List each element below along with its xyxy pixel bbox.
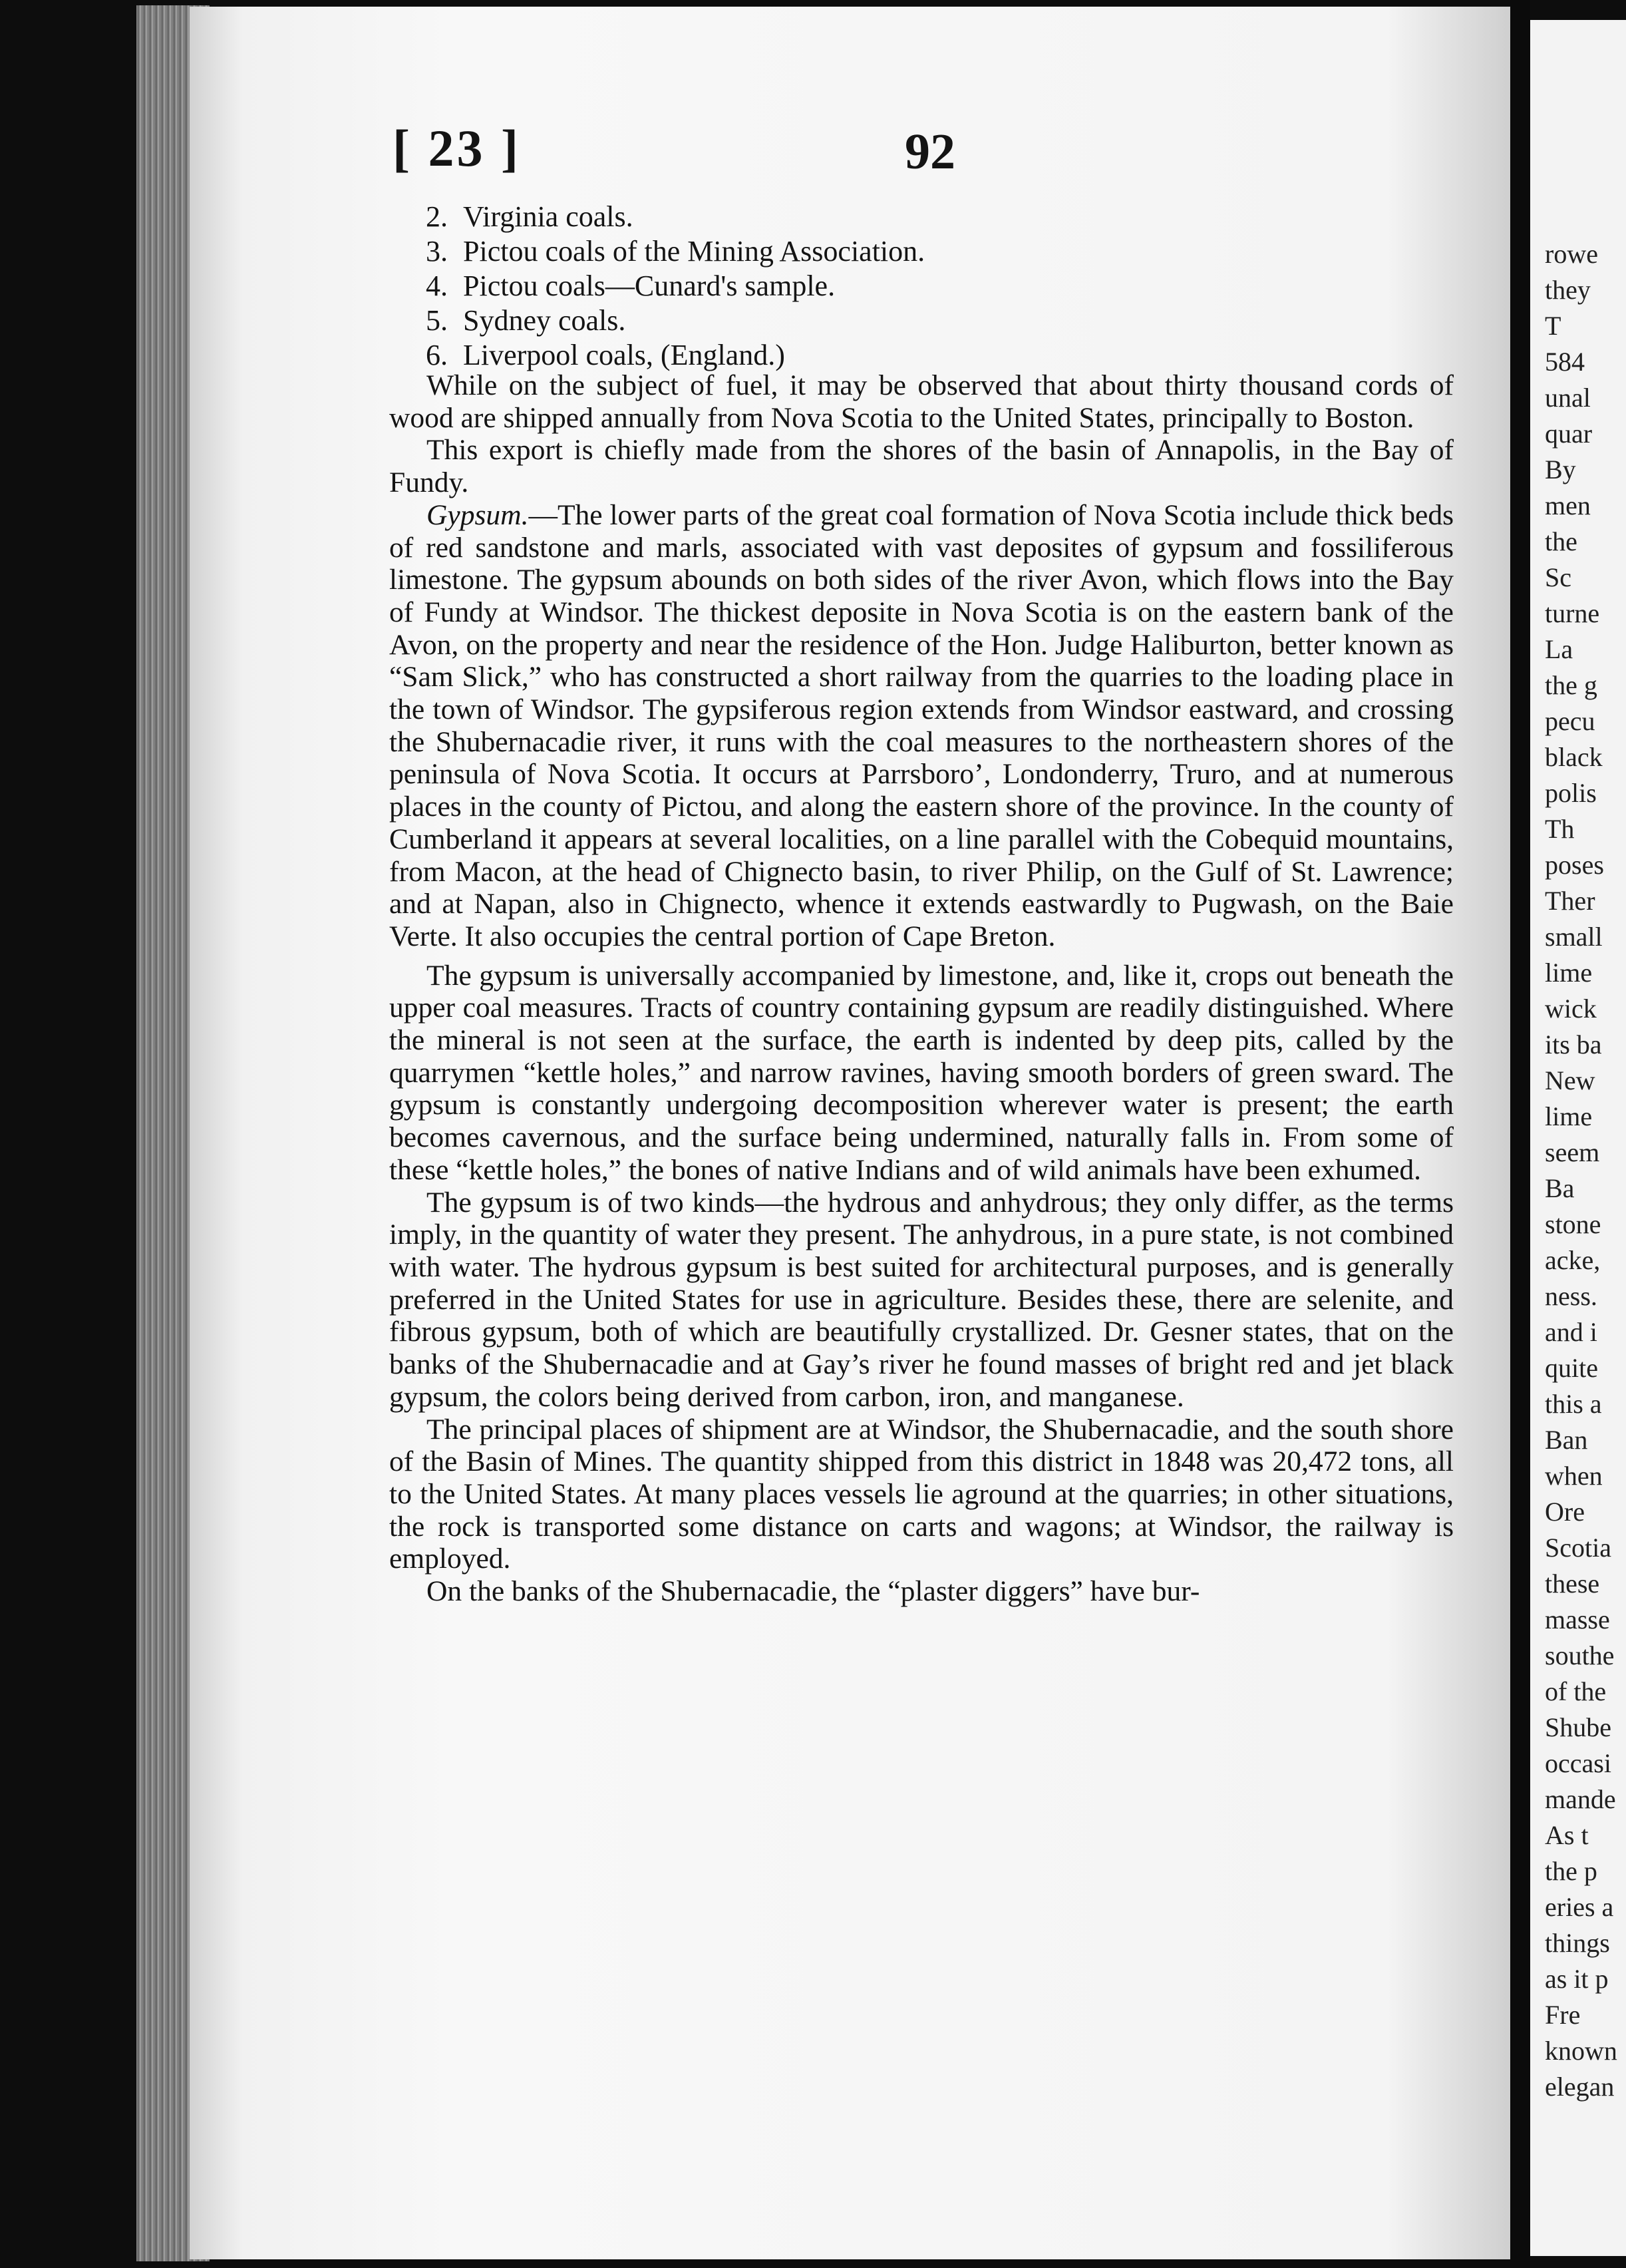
facing-page-line: things [1545,1928,1610,1958]
facing-page-line: seem [1545,1137,1600,1167]
list-item: 3. Pictou coals of the Mining Association. [426,235,925,268]
facing-page-line: elegan [1545,2072,1615,2102]
facing-page-line: masse [1545,1605,1610,1634]
facing-page-line: eries a [1545,1892,1614,1922]
facing-page-line: Ban [1545,1425,1588,1455]
paragraph-continued: On the banks of the Shubernacadie, the “plaster diggers” have bur- [426,1575,1200,1608]
facing-page-line: quar [1545,419,1593,449]
facing-page-line: lime [1545,1101,1593,1131]
facing-page-line: men [1545,490,1591,520]
facing-page-line: Th [1545,814,1575,844]
facing-page-line: known [1545,2036,1617,2066]
facing-page-line: small [1545,922,1603,952]
facing-page-line: as it p [1545,1964,1609,1994]
body-text [389,369,1454,1608]
page-number: 92 [905,124,955,180]
facing-page-line: acke, [1545,1245,1601,1275]
facing-page-line: of the [1545,1676,1607,1706]
facing-page-line: 584 [1545,347,1585,377]
facing-page-line: the g [1545,670,1597,700]
facing-page-line: they [1545,275,1591,305]
list-item: 2. Virginia coals. [426,200,633,233]
facing-page-line: By [1545,455,1576,484]
section-heading-gypsum: Gypsum. [426,498,529,531]
facing-page-line: this a [1545,1389,1602,1419]
list-item: 4. Pictou coals—Cunard's sample. [426,270,836,302]
facing-page-line: its ba [1545,1030,1602,1059]
facing-page-line: La [1545,634,1573,664]
paragraph-gypsum: Gypsum.—The lower parts of the great coal formation of Nova Scotia include thick beds of red sandstone and marls, associated with vast deposites of gypsum and fossiliferous limestone. The gypsum abounds on both sides of the river Avon, which flows into the Bay of Fundy at Windsor. The thickest deposite in Nova Scotia is on the eastern bank of the Avon, on the property and near the residence of the Hon. Judge Haliburton, better known as “Sam Slick,” who has constructed a short railway from the quarries to the loading place in the town of Windsor. The gypsiferous region extends from Windsor eastward, and crossing the Shubernacadie river, it runs with the coal measures to the northeastern shores of the peninsula of Nova Scotia. It occurs at Parrsboro’, Londonderry, Truro, and at numerous places in the county of Pictou, and along the eastern shore of the province. In the county of Cumberland it appears at several localities, on a line parallel with the Cobequid mountains, from Macon, at the head of Chignecto basin, to river Philip, on the Gulf of St. Lawrence; and at Napan, also in Chignecto, whence it extends eastwardly to Pugwash, on the Baie Verte. It also occupies the central portion of Cape Breton. [389,498,1454,952]
list-item: 5. Sydney coals. [426,304,626,337]
plate-number: [ 23 ] [393,119,521,177]
facing-page-line: quite [1545,1353,1598,1383]
facing-page-line: occasi [1545,1748,1611,1778]
facing-page-line: mande [1545,1784,1616,1814]
facing-page-line: pecu [1545,706,1595,736]
facing-page-line: the p [1545,1856,1597,1886]
coal-list [426,200,1450,373]
facing-page-line: stone [1545,1209,1601,1239]
facing-page-line: Ther [1545,886,1595,916]
paragraph-fuel: While on the subject of fuel, it may be observed that about thirty thousand cords of wood are shipped annually from Nova Scotia to the United States, principally to Boston. [389,369,1454,434]
facing-page-line: turne [1545,598,1600,628]
facing-page-line: black [1545,742,1603,772]
facing-page-line: ness. [1545,1281,1597,1311]
facing-page-line: Ore [1545,1497,1585,1527]
facing-page-line: Fre [1545,2000,1581,2030]
facing-page-line: lime [1545,958,1593,988]
facing-page-fragment [1530,20,1626,2256]
book-gutter [1510,0,1530,2268]
paragraph-limestone: The gypsum is universally accompanied by limestone, and, like it, crops out beneath the upper coal measures. Tracts of country containing gypsum are readily distinguished. Where the mineral is not seen at the surface, the earth is indented by deep pits, called by the quarrymen “kettle holes,” and narrow ravines, having smooth borders of green sward. The gypsum is constantly undergoing decomposition wherever water is present; the earth becomes cavernous, and the surface being undermined, naturally falls in. From some of these “kettle holes,” the bones of native Indians and of wild animals have been exhumed. [389,959,1454,1186]
paragraph-shipment: The principal places of shipment are at Windsor, the Shubernacadie, and the south shore of the Basin of Mines. The quantity shipped from this district in 1848 was 20,472 tons, all to the United States. At many places vessels lie aground at the quarries; in other situations, the rock is transported some distance on carts and wagons; at Windsor, the railway is employed. [389,1413,1454,1575]
facing-page-text [1545,236,1626,2105]
facing-page-line: Ba [1545,1173,1575,1203]
facing-page-line: As t [1545,1820,1589,1850]
facing-page-line: and i [1545,1317,1597,1347]
facing-page-line: the [1545,526,1577,556]
facing-page-line: Sc [1545,562,1571,592]
facing-page-line: when [1545,1461,1603,1491]
facing-page-line: southe [1545,1640,1615,1670]
facing-page-line: Scotia [1545,1533,1611,1563]
facing-page-line: rowe [1545,239,1598,269]
facing-page-line: these [1545,1569,1600,1599]
facing-page-line: wick [1545,994,1597,1024]
facing-page-line: polis [1545,778,1597,808]
facing-page-line: poses [1545,850,1604,880]
facing-page-line: unal [1545,383,1591,413]
facing-page-line: T [1545,311,1561,341]
paragraph-kinds: The gypsum is of two kinds—the hydrous and anhydrous; they only differ, as the terms imply, in the quantity of water they present. The anhydrous, in a pure state, is not combined with water. The hydrous gypsum is best suited for architectural purposes, and is generally preferred in the United States for use in agriculture. Besides these, there are selenite, and fibrous gypsum, both of which are beautifully crystallized. Dr. Gesner states, that on the banks of the Shubernacadie and at Gay’s river he found masses of bright red and jet black gypsum, the colors being derived from carbon, iron, and manganese. [389,1186,1454,1413]
paragraph-export: This export is chiefly made from the shores of the basin of Annapolis, in the Bay of Fundy. [389,434,1454,499]
facing-page-line: Shube [1545,1712,1611,1742]
list-item: 6. Liverpool coals, (England.) [426,339,785,371]
facing-page-line: New [1545,1065,1595,1095]
